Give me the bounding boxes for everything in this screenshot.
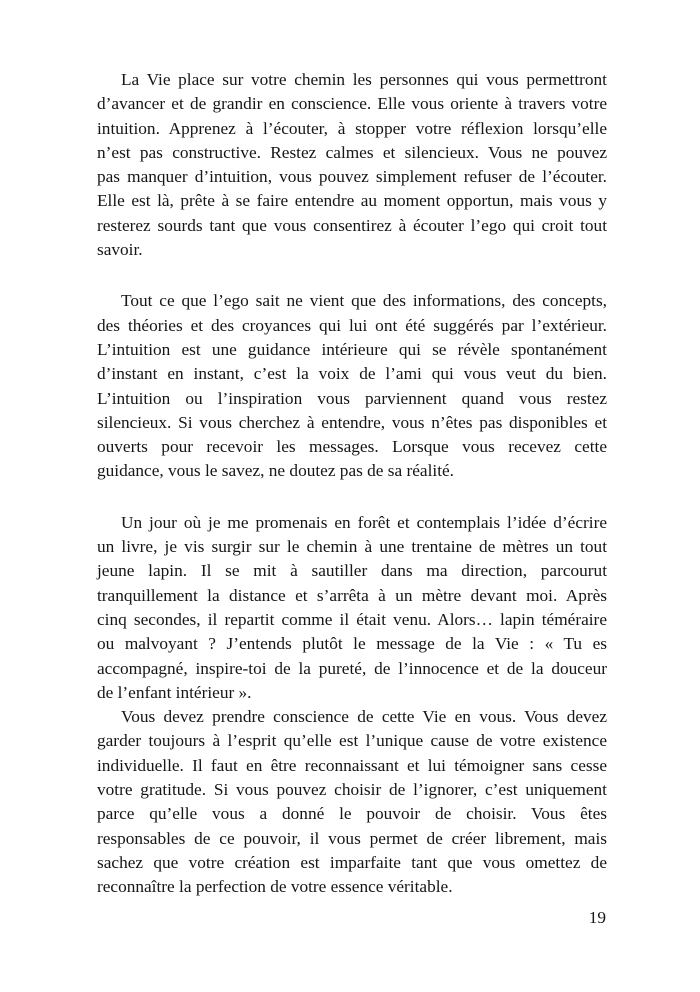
paragraph (97, 705, 607, 899)
text-line: intuition. Apprenez à l’écouter, à stopper votre réflexion lorsqu’elle (97, 118, 607, 138)
text-line: d’instant en instant, c’est la voix de l’ami qui vous veut du bien. (97, 364, 607, 384)
text-line: pas manquer d’intuition, vous pouvez simplement refuser de l’écouter. (97, 167, 607, 187)
text-line: cinq secondes, il repartit comme il était venu. Alors… lapin téméraire (97, 609, 607, 629)
text-line: jeune lapin. Il se mit à sautiller dans ma direction, parcourut (97, 561, 607, 581)
text-line: L’intuition ou l’inspiration vous parviennent quand vous restez (97, 388, 607, 408)
text-line: de l’enfant intérieur ». (97, 682, 252, 702)
text-line: garder toujours à l’esprit qu’elle est l’unique cause de votre existence (97, 731, 607, 751)
paragraph (97, 68, 607, 262)
text-line: tranquillement la distance et s’arrêta à un mètre devant moi. Après (97, 585, 607, 605)
text-line: savoir. (97, 240, 143, 260)
text-line: L’intuition est une guidance intérieure qui se révèle spontanément (97, 339, 607, 359)
text-line: Tout ce que l’ego sait ne vient que des informations, des concepts, (121, 291, 607, 311)
text-line: sachez que votre création est imparfaite tant que vous omettez de (97, 852, 607, 872)
text-line: des théories et des croyances qui lui ont été suggérés par l’extérieur. (97, 315, 607, 335)
text-line: La Vie place sur votre chemin les personnes qui vous permettront (121, 70, 607, 89)
text-line: ouverts pour recevoir les messages. Lorsque vous recevez cette (97, 437, 607, 457)
text-line: guidance, vous le savez, ne doutez pas de sa réalité. (97, 461, 454, 481)
text-line: accompagné, inspire-toi de la pureté, de l’innocence et de la douceur (97, 658, 607, 678)
page-body (97, 68, 607, 927)
text-line: reconnaître la perfection de votre essence véritable. (97, 877, 453, 897)
text-line: n’est pas constructive. Restez calmes et silencieux. Vous ne pouvez (97, 142, 607, 162)
text-line: votre gratitude. Si vous pouvez choisir de l’ignorer, c’est uniquement (97, 780, 607, 800)
text-line: resterez sourds tant que vous consentirez à écouter l’ego qui croit tout (97, 215, 607, 235)
text-line: Vous devez prendre conscience de cette Vie en vous. Vous devez (121, 707, 607, 727)
paragraph (97, 511, 607, 705)
text-line: ou malvoyant ? J’entends plutôt le message de la Vie : « Tu es (97, 634, 607, 654)
page-number: 19 (588, 908, 606, 927)
text-line: parce qu’elle vous a donné le pouvoir de choisir. Vous êtes (97, 804, 607, 824)
text-line: d’avancer et de grandir en conscience. Elle vous oriente à travers votre (97, 94, 607, 114)
text-line: Un jour où je me promenais en forêt et contemplais l’idée d’écrire (121, 512, 607, 532)
text-line: responsables de ce pouvoir, il vous permet de créer librement, mais (97, 828, 607, 848)
text-line: Elle est là, prête à se faire entendre au moment opportun, mais vous y (97, 191, 607, 211)
text-line: individuelle. Il faut en être reconnaissant et lui témoigner sans cesse (97, 755, 607, 775)
paragraph (97, 289, 607, 483)
text-line: un livre, je vis surgir sur le chemin à une trentaine de mètres un tout (97, 537, 607, 557)
text-line: silencieux. Si vous cherchez à entendre, vous n’êtes pas disponibles et (97, 412, 607, 432)
